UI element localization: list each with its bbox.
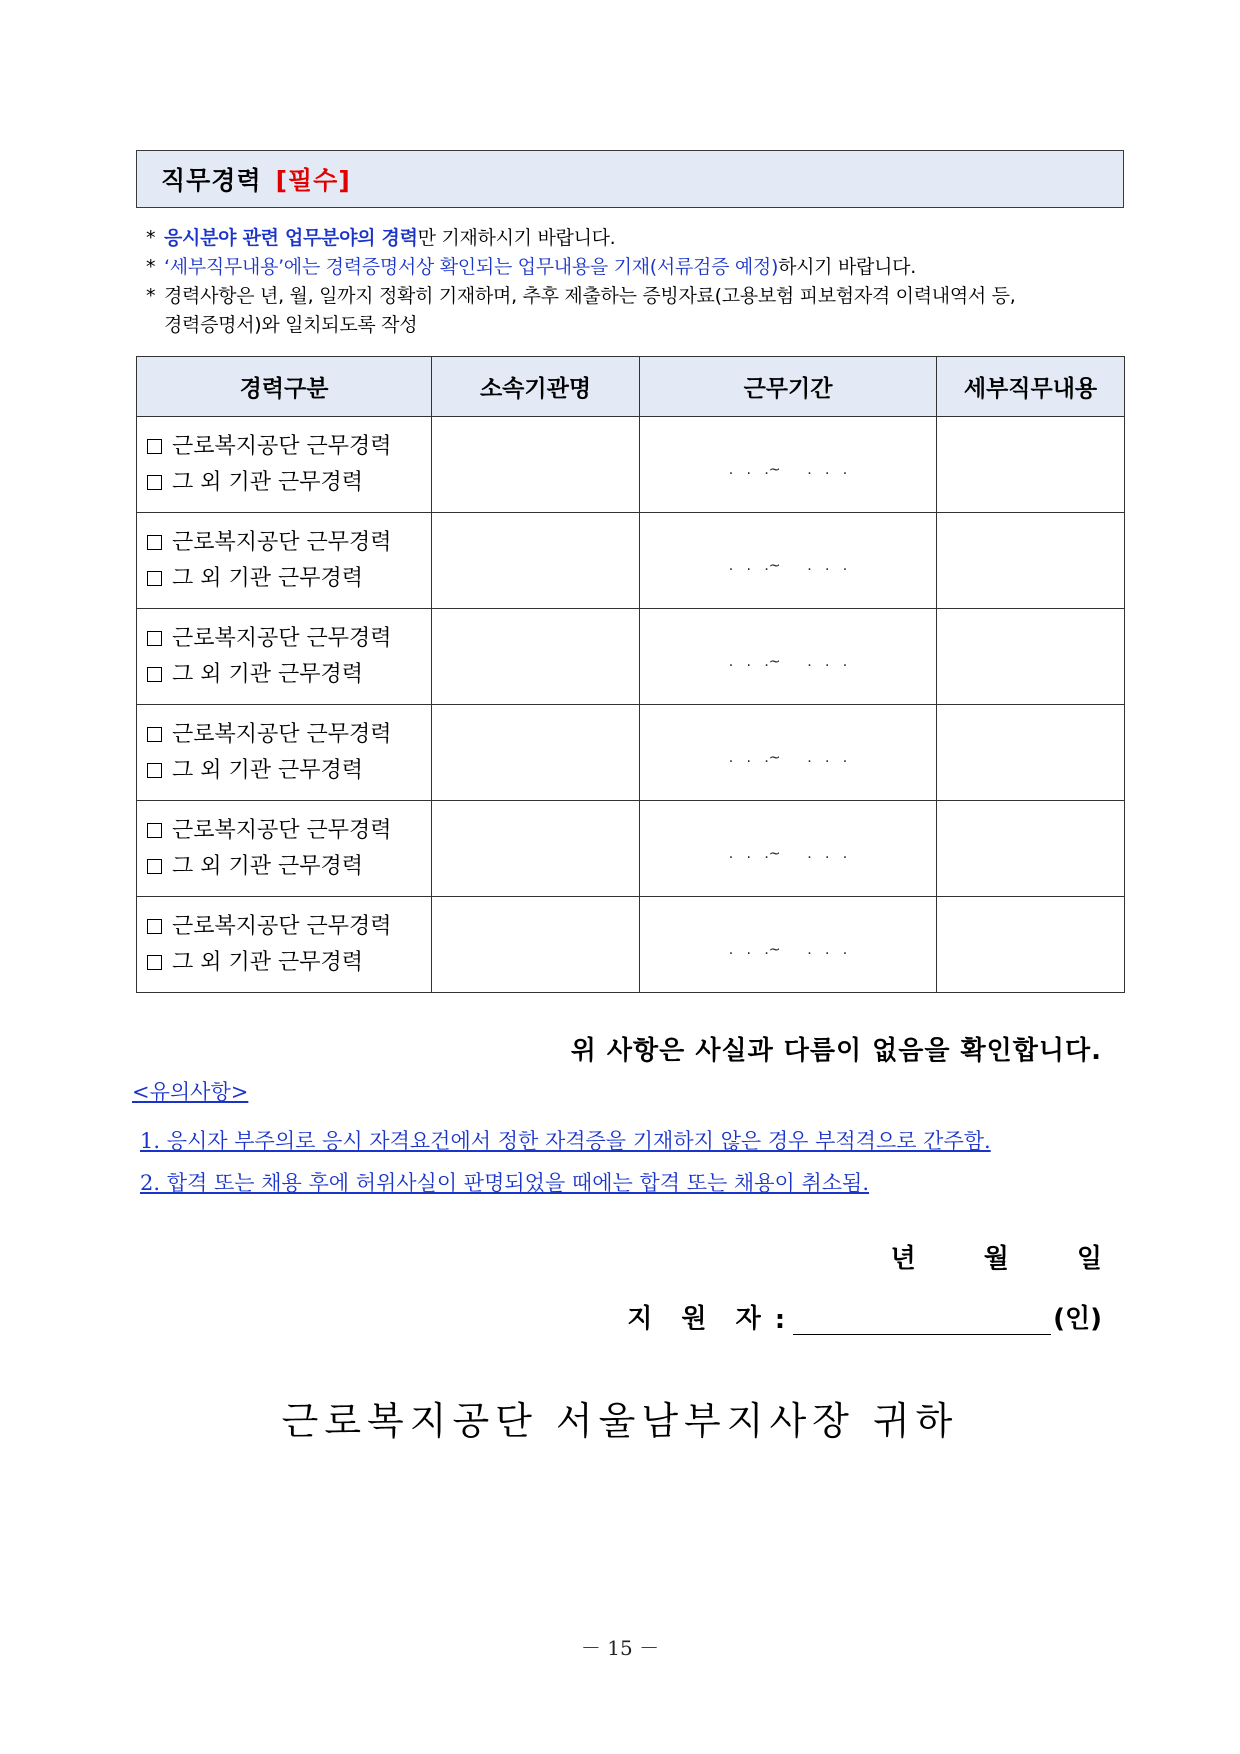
period-text: . . .~ . . . bbox=[728, 654, 848, 670]
checkbox-other[interactable] bbox=[147, 763, 162, 778]
note-3-line1: 경력사항은 년, 월, 일까지 정확히 기재하며, 추후 제출하는 증빙자료(고용보험 피보험자격 이력내역서 등, bbox=[164, 285, 1016, 307]
career-type-cell bbox=[137, 417, 432, 513]
table-row bbox=[137, 513, 1125, 609]
header-institution: 소속기관명 bbox=[432, 357, 640, 417]
institution-cell[interactable] bbox=[432, 513, 640, 609]
option-kcomwel[interactable] bbox=[147, 813, 431, 849]
option-other-label: 그 외 기관 근무경력 bbox=[172, 469, 363, 495]
caution-section bbox=[132, 1076, 991, 1204]
seal-label: (인) bbox=[1053, 1304, 1102, 1334]
period-text: . . .~ . . . bbox=[728, 558, 848, 574]
period-text: . . .~ . . . bbox=[728, 942, 848, 958]
option-kcomwel-label: 근로복지공단 근무경력 bbox=[172, 817, 392, 843]
checkbox-kcomwel[interactable] bbox=[147, 823, 162, 838]
table-row bbox=[137, 609, 1125, 705]
checkbox-other[interactable] bbox=[147, 667, 162, 682]
option-other-label: 그 외 기관 근무경력 bbox=[172, 565, 363, 591]
option-kcomwel[interactable] bbox=[147, 525, 431, 561]
option-kcomwel-label: 근로복지공단 근무경력 bbox=[172, 433, 392, 459]
option-other[interactable] bbox=[147, 849, 431, 885]
note-2-rest: 하시기 바랍니다. bbox=[778, 256, 916, 278]
applicant-label: 지 원 자 bbox=[627, 1304, 771, 1334]
option-other[interactable] bbox=[147, 465, 431, 501]
duty-cell[interactable] bbox=[937, 897, 1125, 993]
option-kcomwel-label: 근로복지공단 근무경력 bbox=[172, 913, 392, 939]
caution-item-2: 2. 합격 또는 채용 후에 허위사실이 판명되었을 때에는 합격 또는 채용이 취소됨. bbox=[140, 1171, 870, 1195]
date-month: 월 bbox=[983, 1244, 1009, 1274]
option-kcomwel[interactable] bbox=[147, 717, 431, 753]
note-2 bbox=[146, 253, 1126, 282]
checkbox-kcomwel[interactable] bbox=[147, 439, 162, 454]
period-cell[interactable] bbox=[640, 609, 937, 705]
option-other[interactable] bbox=[147, 753, 431, 789]
duty-cell[interactable] bbox=[937, 417, 1125, 513]
duty-cell[interactable] bbox=[937, 513, 1125, 609]
notes bbox=[146, 224, 1126, 340]
checkbox-other[interactable] bbox=[147, 859, 162, 874]
checkbox-kcomwel[interactable] bbox=[147, 535, 162, 550]
institution-cell[interactable] bbox=[432, 417, 640, 513]
checkbox-other[interactable] bbox=[147, 571, 162, 586]
caution-title: <유의사항> bbox=[132, 1080, 249, 1104]
checkbox-other[interactable] bbox=[147, 475, 162, 490]
period-text: . . .~ . . . bbox=[728, 846, 848, 862]
option-kcomwel[interactable] bbox=[147, 621, 431, 657]
header-duty: 세부직무내용 bbox=[937, 357, 1125, 417]
career-type-cell bbox=[137, 609, 432, 705]
note-3 bbox=[146, 282, 1126, 311]
section-header bbox=[136, 150, 1124, 208]
career-type-cell bbox=[137, 513, 432, 609]
note-1 bbox=[146, 224, 1126, 253]
date-year: 년 bbox=[890, 1244, 916, 1274]
period-text: . . .~ . . . bbox=[728, 462, 848, 478]
table-row bbox=[137, 801, 1125, 897]
option-kcomwel-label: 근로복지공단 근무경력 bbox=[172, 529, 392, 555]
checkbox-other[interactable] bbox=[147, 955, 162, 970]
signature-line[interactable] bbox=[793, 1310, 1051, 1335]
confirm-statement: 위 사항은 사실과 다름이 없음을 확인합니다. bbox=[570, 1036, 1102, 1066]
career-type-cell bbox=[137, 705, 432, 801]
institution-cell[interactable] bbox=[432, 801, 640, 897]
option-other-label: 그 외 기관 근무경력 bbox=[172, 949, 363, 975]
applicant-colon: : bbox=[774, 1305, 786, 1335]
header-period: 근무기간 bbox=[640, 357, 937, 417]
addressee: 근로복지공단 서울남부지사장 귀하 bbox=[281, 1399, 959, 1443]
note-3-line2: 경력증명서)와 일치되도록 작성 bbox=[164, 314, 418, 336]
date-line bbox=[891, 1238, 1102, 1275]
option-other-label: 그 외 기관 근무경력 bbox=[172, 757, 363, 783]
table-row bbox=[137, 897, 1125, 993]
note-3-star: * bbox=[146, 285, 156, 307]
career-type-cell bbox=[137, 897, 432, 993]
option-kcomwel[interactable] bbox=[147, 429, 431, 465]
checkbox-kcomwel[interactable] bbox=[147, 631, 162, 646]
duty-cell[interactable] bbox=[937, 801, 1125, 897]
career-type-cell bbox=[137, 801, 432, 897]
table-row bbox=[137, 705, 1125, 801]
duty-cell[interactable] bbox=[937, 609, 1125, 705]
table-row bbox=[137, 417, 1125, 513]
option-other-label: 그 외 기관 근무경력 bbox=[172, 661, 363, 687]
option-kcomwel[interactable] bbox=[147, 909, 431, 945]
page-number: － 15 － bbox=[580, 1636, 660, 1660]
caution-item-1: 1. 응시자 부주의로 응시 자격요건에서 정한 자격증을 기재하지 않은 경우 부적격으로 간주함. bbox=[140, 1129, 991, 1153]
institution-cell[interactable] bbox=[432, 897, 640, 993]
career-table bbox=[136, 356, 1125, 993]
period-cell[interactable] bbox=[640, 705, 937, 801]
institution-cell[interactable] bbox=[432, 609, 640, 705]
option-kcomwel-label: 근로복지공단 근무경력 bbox=[172, 625, 392, 651]
period-cell[interactable] bbox=[640, 513, 937, 609]
required-tag: [필수] bbox=[275, 166, 351, 195]
date-day: 일 bbox=[1076, 1244, 1102, 1274]
note-2-star: * bbox=[146, 256, 156, 278]
period-cell[interactable] bbox=[640, 801, 937, 897]
option-kcomwel-label: 근로복지공단 근무경력 bbox=[172, 721, 392, 747]
institution-cell[interactable] bbox=[432, 705, 640, 801]
note-1-rest: 만 기재하시기 바랍니다. bbox=[417, 227, 616, 249]
duty-cell[interactable] bbox=[937, 705, 1125, 801]
option-other[interactable] bbox=[147, 945, 431, 981]
note-1-highlight: 응시분야 관련 업무분야의 경력 bbox=[164, 227, 418, 249]
applicant-line bbox=[627, 1298, 1102, 1335]
option-other[interactable] bbox=[147, 657, 431, 693]
header-career-type: 경력구분 bbox=[137, 357, 432, 417]
option-other-label: 그 외 기관 근무경력 bbox=[172, 853, 363, 879]
period-cell[interactable] bbox=[640, 417, 937, 513]
section-title: 직무경력 bbox=[161, 166, 262, 195]
table-header-row bbox=[137, 357, 1125, 417]
note-3-cont bbox=[146, 311, 1126, 340]
checkbox-kcomwel[interactable] bbox=[147, 919, 162, 934]
note-2-blue: ‘세부직무내용’에는 경력증명서상 확인되는 업무내용을 기재(서류검증 예정) bbox=[164, 256, 779, 278]
option-other[interactable] bbox=[147, 561, 431, 597]
note-1-star: * bbox=[146, 227, 156, 249]
checkbox-kcomwel[interactable] bbox=[147, 727, 162, 742]
period-text: . . .~ . . . bbox=[728, 750, 848, 766]
period-cell[interactable] bbox=[640, 897, 937, 993]
